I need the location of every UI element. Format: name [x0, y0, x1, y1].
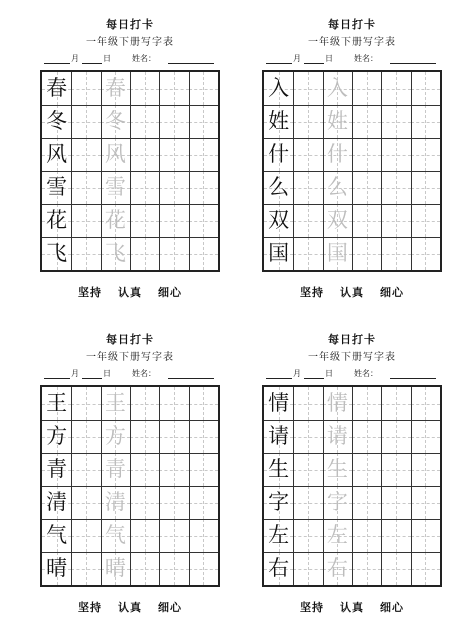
grid-cell[interactable] — [159, 420, 188, 453]
model-character: 方 — [46, 424, 68, 448]
trace-character: 春 — [104, 76, 126, 100]
grid-cell[interactable] — [159, 519, 188, 552]
grid-cell[interactable] — [381, 387, 410, 420]
grid-cell[interactable] — [411, 138, 440, 171]
sheet-title: 每日打卡 — [328, 333, 376, 346]
grid-cell[interactable] — [71, 552, 100, 585]
sheet-title: 每日打卡 — [328, 18, 376, 31]
grid-cell[interactable] — [159, 237, 188, 270]
grid-cell[interactable] — [189, 420, 218, 453]
trace-character: 姓 — [326, 109, 348, 133]
grid-cell[interactable] — [293, 105, 322, 138]
grid-cell[interactable] — [352, 138, 381, 171]
month-blank[interactable] — [266, 378, 292, 379]
grid-cell[interactable] — [352, 72, 381, 105]
writing-grid — [262, 385, 442, 587]
grid-cell[interactable] — [293, 453, 322, 486]
grid-cell[interactable] — [130, 453, 159, 486]
grid-cell[interactable] — [130, 72, 159, 105]
model-character: 么 — [268, 175, 290, 199]
day-blank[interactable] — [82, 378, 102, 379]
grid-cell[interactable] — [159, 486, 188, 519]
grid-cell[interactable] — [71, 420, 100, 453]
trace-character: 方 — [104, 424, 126, 448]
grid-cell[interactable] — [381, 237, 410, 270]
trace-character: 左 — [326, 523, 348, 547]
writing-grid — [40, 70, 220, 272]
trace-character: 飞 — [104, 241, 126, 265]
motto — [40, 599, 220, 615]
grid-cell[interactable] — [130, 552, 159, 585]
grid-cell[interactable] — [71, 138, 100, 171]
trace-character: 国 — [326, 241, 348, 265]
date-name-line — [40, 53, 220, 67]
model-character: 风 — [46, 142, 68, 166]
model-character: 气 — [46, 523, 68, 547]
model-character: 左 — [268, 523, 290, 547]
motto-word: 认真 — [340, 286, 364, 299]
grid-cell[interactable] — [159, 204, 188, 237]
grid-cell[interactable] — [71, 486, 100, 519]
day-blank[interactable] — [82, 63, 102, 64]
model-character: 入 — [268, 76, 290, 100]
grid-cell[interactable] — [71, 453, 100, 486]
motto-word: 坚持 — [78, 286, 102, 299]
grid-cell[interactable] — [293, 138, 322, 171]
motto-word: 细心 — [380, 286, 404, 299]
grid-cell[interactable] — [352, 552, 381, 585]
name-blank[interactable] — [390, 378, 436, 379]
trace-character: 王 — [104, 391, 126, 415]
grid-cell[interactable] — [130, 105, 159, 138]
grid-cell[interactable] — [381, 138, 410, 171]
grid-cell[interactable] — [189, 138, 218, 171]
grid-cell[interactable] — [381, 72, 410, 105]
month-blank[interactable] — [266, 63, 292, 64]
day-blank[interactable] — [304, 63, 324, 64]
grid-cell[interactable] — [130, 204, 159, 237]
month-label: 月 — [71, 54, 79, 63]
name-label: 姓名： — [132, 369, 156, 378]
grid-cell[interactable] — [130, 519, 159, 552]
month-label: 月 — [71, 369, 79, 378]
sheet-subtitle: 一年级下册写字表 — [308, 37, 396, 48]
trace-character: 青 — [104, 457, 126, 481]
grid-cell[interactable] — [71, 171, 100, 204]
grid-cell[interactable] — [293, 552, 322, 585]
grid-cell[interactable] — [352, 237, 381, 270]
grid-cell[interactable] — [381, 420, 410, 453]
grid-cell[interactable] — [293, 204, 322, 237]
date-name-line — [262, 53, 442, 67]
trace-character: 么 — [326, 175, 348, 199]
grid-cell[interactable] — [189, 237, 218, 270]
day-label: 日 — [103, 369, 111, 378]
grid-cell[interactable] — [352, 420, 381, 453]
model-character: 雪 — [46, 175, 68, 199]
writing-grid — [40, 385, 220, 587]
month-label: 月 — [293, 54, 301, 63]
grid-cell[interactable] — [189, 204, 218, 237]
grid-cell[interactable] — [189, 105, 218, 138]
grid-cell[interactable] — [293, 486, 322, 519]
grid-cell[interactable] — [411, 453, 440, 486]
sheet-subtitle: 一年级下册写字表 — [86, 37, 174, 48]
model-character: 花 — [46, 208, 68, 232]
model-character: 生 — [268, 457, 290, 481]
grid-cell[interactable] — [411, 237, 440, 270]
model-character: 字 — [268, 490, 290, 514]
model-character: 清 — [46, 490, 68, 514]
grid-cell[interactable] — [411, 171, 440, 204]
grid-cell[interactable] — [411, 72, 440, 105]
motto-word: 细心 — [158, 286, 182, 299]
model-character: 姓 — [268, 109, 290, 133]
grid-cell[interactable] — [159, 453, 188, 486]
grid-cell[interactable] — [381, 486, 410, 519]
grid-cell[interactable] — [189, 171, 218, 204]
grid-cell[interactable] — [130, 138, 159, 171]
grid-cell[interactable] — [352, 105, 381, 138]
model-character: 春 — [46, 76, 68, 100]
grid-cell[interactable] — [189, 72, 218, 105]
grid-cell[interactable] — [130, 387, 159, 420]
model-character: 右 — [268, 556, 290, 580]
motto — [262, 599, 442, 615]
motto-word: 认真 — [118, 601, 142, 614]
sheet-subtitle: 一年级下册写字表 — [86, 352, 174, 363]
grid-cell[interactable] — [71, 72, 100, 105]
trace-character: 情 — [326, 391, 348, 415]
grid-cell[interactable] — [293, 171, 322, 204]
motto-word: 坚持 — [78, 601, 102, 614]
grid-cell[interactable] — [293, 72, 322, 105]
grid-cell[interactable] — [411, 486, 440, 519]
trace-character: 双 — [326, 208, 348, 232]
grid-cell[interactable] — [411, 552, 440, 585]
day-label: 日 — [325, 369, 333, 378]
model-character: 晴 — [46, 556, 68, 580]
model-character: 国 — [268, 241, 290, 265]
month-label: 月 — [293, 369, 301, 378]
grid-cell[interactable] — [381, 552, 410, 585]
grid-cell[interactable] — [352, 453, 381, 486]
motto — [262, 284, 442, 300]
grid-cell[interactable] — [411, 204, 440, 237]
name-blank[interactable] — [168, 378, 214, 379]
grid-cell[interactable] — [381, 204, 410, 237]
trace-character: 生 — [326, 457, 348, 481]
grid-cell[interactable] — [352, 486, 381, 519]
grid-cell[interactable] — [71, 387, 100, 420]
model-character: 冬 — [46, 109, 68, 133]
grid-cell[interactable] — [159, 171, 188, 204]
grid-cell[interactable] — [411, 105, 440, 138]
motto-word: 细心 — [158, 601, 182, 614]
grid-cell[interactable] — [352, 387, 381, 420]
grid-cell[interactable] — [352, 204, 381, 237]
name-blank[interactable] — [168, 63, 214, 64]
grid-cell[interactable] — [189, 552, 218, 585]
grid-cell[interactable] — [293, 237, 322, 270]
model-character: 什 — [268, 142, 290, 166]
grid-cell[interactable] — [159, 138, 188, 171]
sheet-title: 每日打卡 — [106, 333, 154, 346]
grid-cell[interactable] — [71, 204, 100, 237]
motto-word: 认真 — [340, 601, 364, 614]
grid-cell[interactable] — [411, 387, 440, 420]
trace-character: 右 — [326, 556, 348, 580]
writing-grid — [262, 70, 442, 272]
trace-character: 风 — [104, 142, 126, 166]
name-label: 姓名： — [354, 369, 378, 378]
grid-cell[interactable] — [381, 519, 410, 552]
grid-cell[interactable] — [352, 171, 381, 204]
grid-cell[interactable] — [381, 171, 410, 204]
sheet-subtitle: 一年级下册写字表 — [308, 352, 396, 363]
trace-character: 晴 — [104, 556, 126, 580]
grid-cell[interactable] — [352, 519, 381, 552]
motto-word: 认真 — [118, 286, 142, 299]
name-label: 姓名： — [132, 54, 156, 63]
grid-cell[interactable] — [159, 72, 188, 105]
motto-word: 细心 — [380, 601, 404, 614]
grid-cell[interactable] — [71, 237, 100, 270]
grid-cell[interactable] — [130, 420, 159, 453]
grid-cell[interactable] — [293, 420, 322, 453]
trace-character: 什 — [326, 142, 348, 166]
grid-cell[interactable] — [293, 387, 322, 420]
grid-cell[interactable] — [130, 171, 159, 204]
grid-cell[interactable] — [159, 387, 188, 420]
grid-cell[interactable] — [381, 453, 410, 486]
motto-word: 坚持 — [300, 601, 324, 614]
day-blank[interactable] — [304, 378, 324, 379]
model-character: 王 — [46, 391, 68, 415]
trace-character: 字 — [326, 490, 348, 514]
grid-cell[interactable] — [189, 486, 218, 519]
grid-cell[interactable] — [411, 519, 440, 552]
grid-cell[interactable] — [159, 552, 188, 585]
model-character: 双 — [268, 208, 290, 232]
date-name-line — [262, 368, 442, 382]
grid-cell[interactable] — [130, 237, 159, 270]
trace-character: 雪 — [104, 175, 126, 199]
grid-cell[interactable] — [189, 453, 218, 486]
month-blank[interactable] — [44, 63, 70, 64]
grid-cell[interactable] — [130, 486, 159, 519]
trace-character: 冬 — [104, 109, 126, 133]
grid-cell[interactable] — [71, 105, 100, 138]
grid-cell[interactable] — [411, 420, 440, 453]
day-label: 日 — [103, 54, 111, 63]
grid-cell[interactable] — [189, 387, 218, 420]
motto-word: 坚持 — [300, 286, 324, 299]
day-label: 日 — [325, 54, 333, 63]
model-character: 请 — [268, 424, 290, 448]
model-character: 情 — [268, 391, 290, 415]
grid-cell[interactable] — [189, 519, 218, 552]
date-name-line — [40, 368, 220, 382]
sheet-title: 每日打卡 — [106, 18, 154, 31]
name-label: 姓名： — [354, 54, 378, 63]
motto — [40, 284, 220, 300]
model-character: 飞 — [46, 241, 68, 265]
trace-character: 入 — [326, 76, 348, 100]
grid-cell[interactable] — [381, 105, 410, 138]
trace-character: 清 — [104, 490, 126, 514]
grid-cell[interactable] — [159, 105, 188, 138]
model-character: 青 — [46, 457, 68, 481]
trace-character: 花 — [104, 208, 126, 232]
grid-cell[interactable] — [71, 519, 100, 552]
name-blank[interactable] — [390, 63, 436, 64]
month-blank[interactable] — [44, 378, 70, 379]
trace-character: 气 — [104, 523, 126, 547]
trace-character: 请 — [326, 424, 348, 448]
grid-cell[interactable] — [293, 519, 322, 552]
